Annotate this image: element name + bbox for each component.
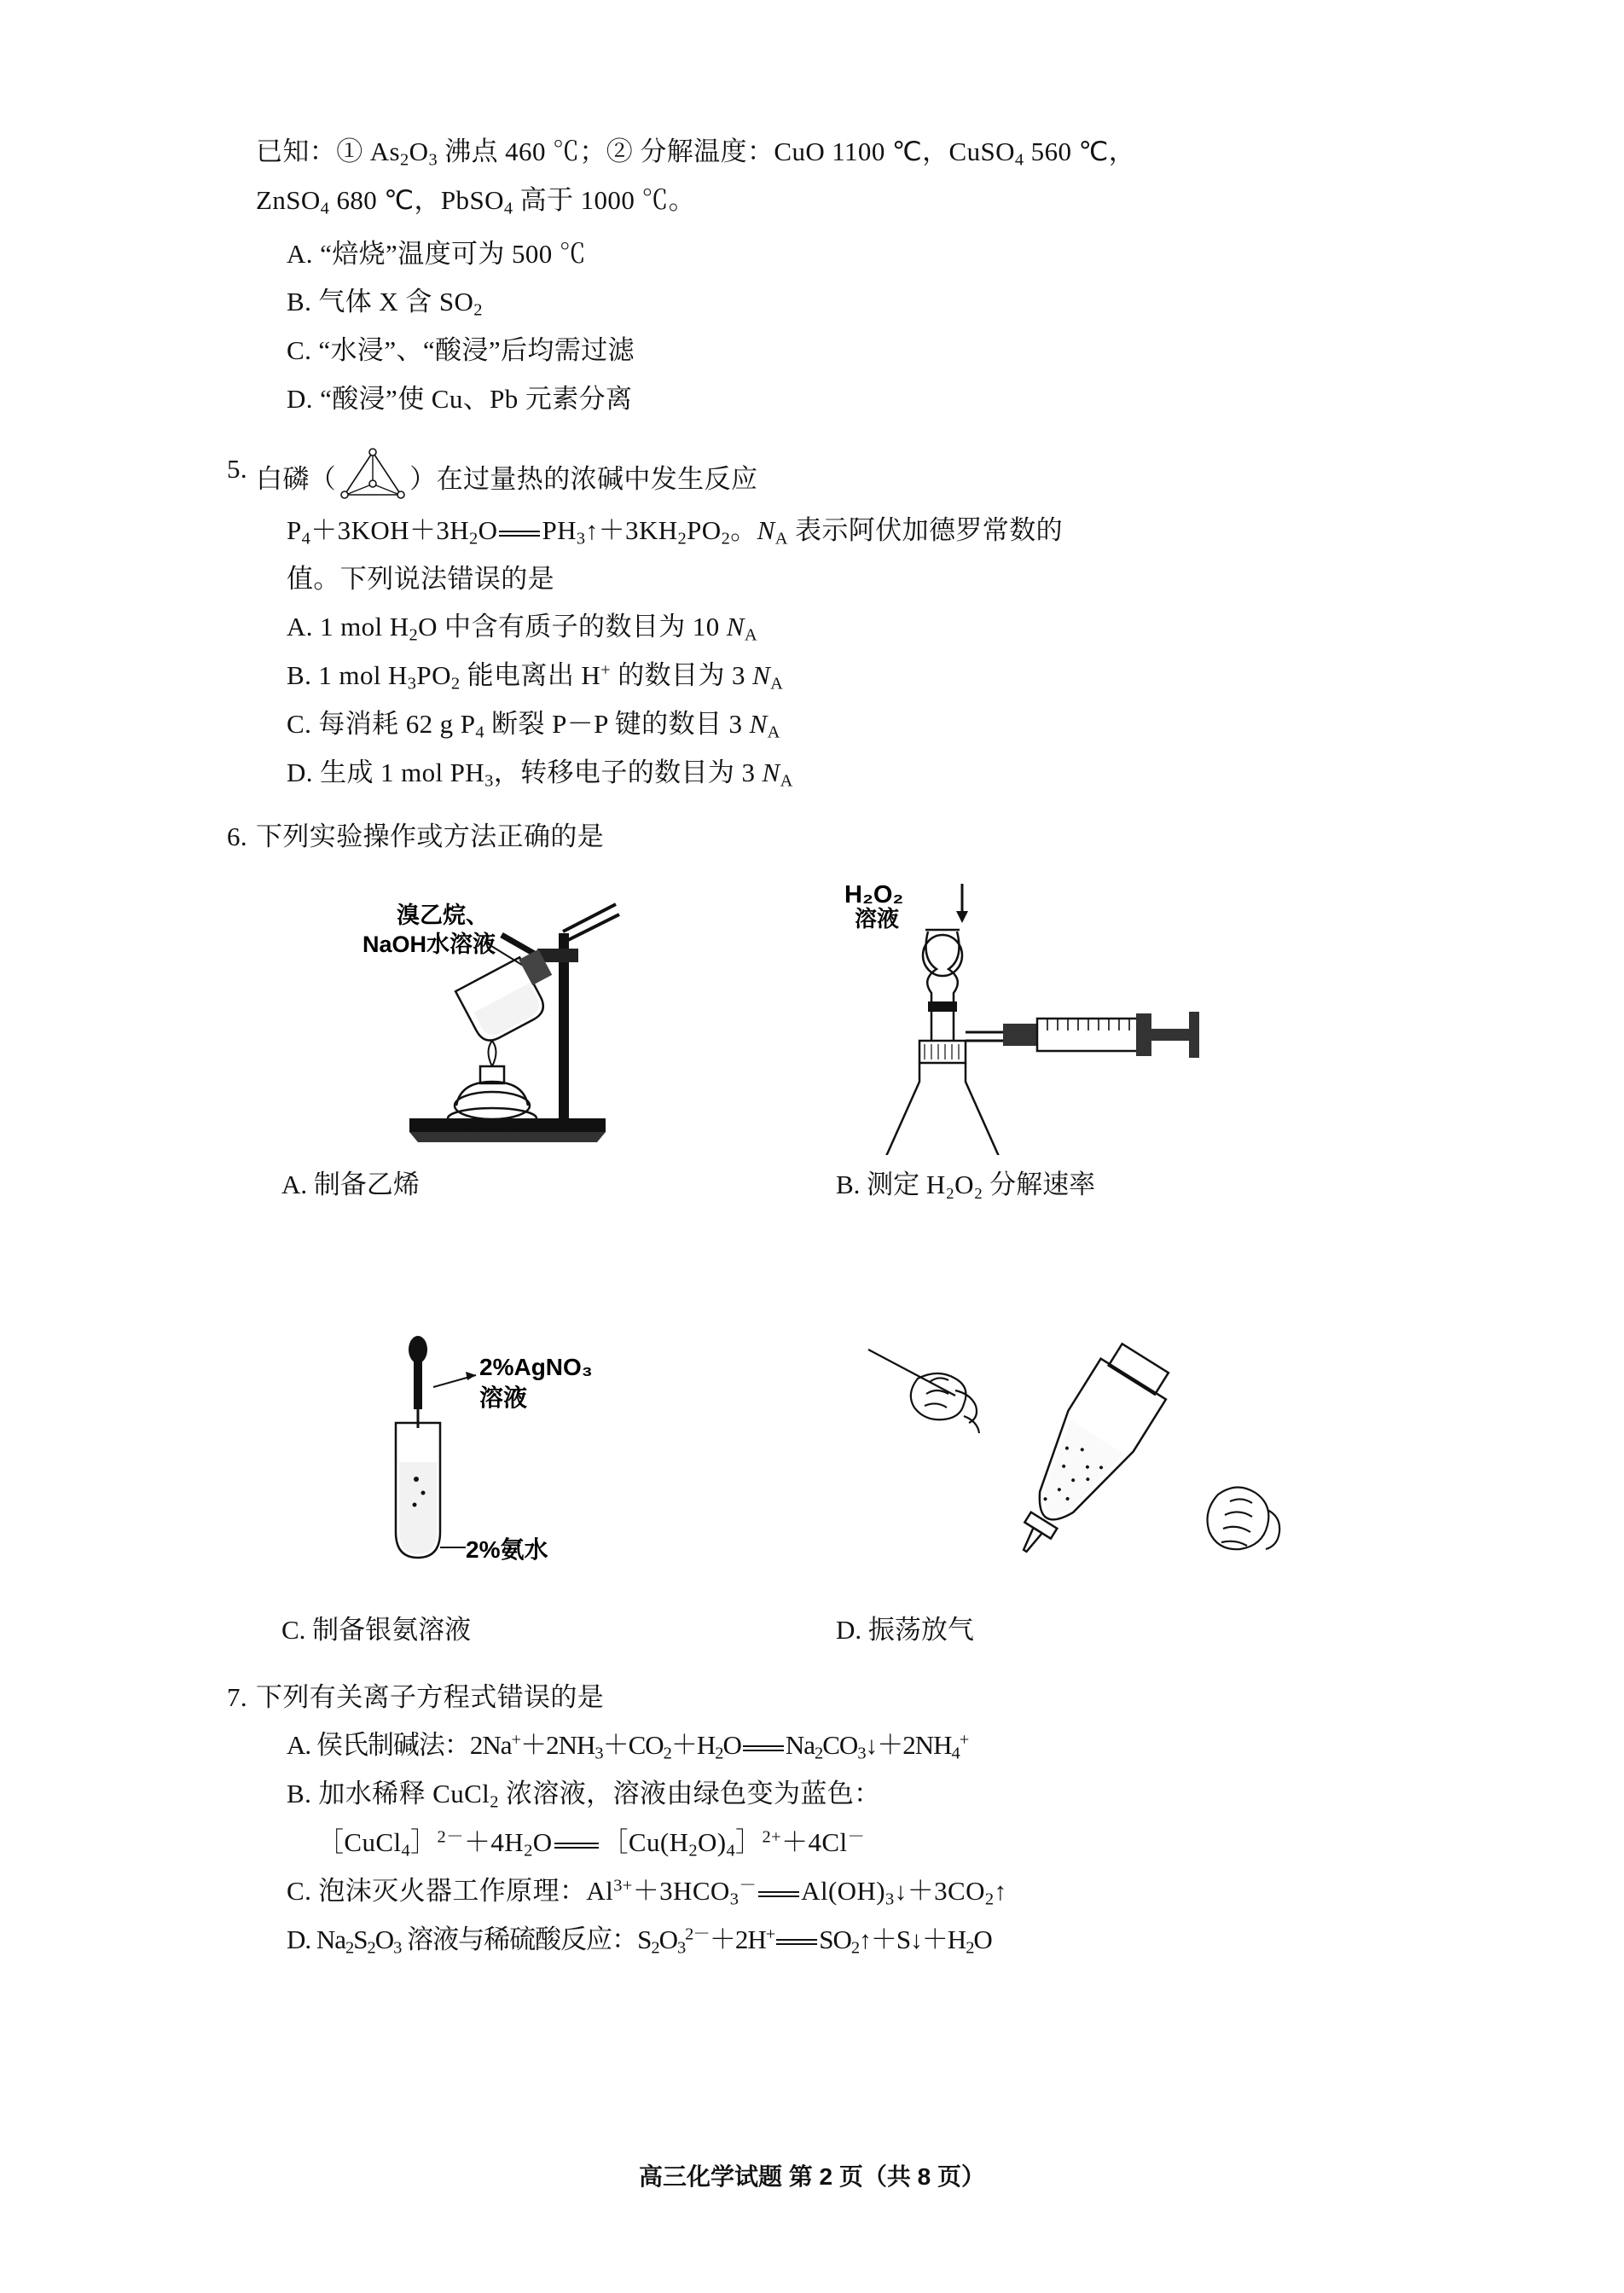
known-line-2: ZnSO$_4$ 680 ℃，PbSO$_4$ 高于 1000 ℃。 <box>256 184 696 218</box>
question-6 <box>226 813 1416 1657</box>
known-conditions <box>256 128 1416 225</box>
page-footer: 高三化学试题 第 2 页（共 8 页） <box>638 2163 986 2190</box>
q6-caption-d: D. 振荡放气 <box>836 1614 974 1645</box>
q7-stem <box>226 1674 1416 1721</box>
q4-option-c: C. “水浸”、“酸浸”后均需过滤 <box>287 335 635 366</box>
question-4-options <box>256 230 1416 423</box>
q6-figure-a <box>281 874 810 1201</box>
q6-figure-d <box>836 1334 1399 1646</box>
q7-option-c: C. 泡沫灭火器工作原理：$Al^{3+}+3HCO_3^-$ $Al(OH)_3↓+3CO_2↑$ <box>287 1875 1007 1909</box>
q6-figure-row-2 <box>256 1334 1416 1658</box>
q4-option-d: D. “酸浸”使 Cu、Pb 元素分离 <box>287 383 633 414</box>
question-5 <box>226 445 1416 798</box>
q7-stem-text: 下列有关离子方程式错误的是 <box>256 1681 605 1712</box>
q6-stem <box>226 813 1416 861</box>
q6-figure-row-1 <box>256 874 1416 1232</box>
q6-caption-c: C. 制备银氨溶液 <box>281 1614 472 1645</box>
shaking-separating-funnel-diagram <box>836 1334 1365 1590</box>
known-line-1: 已知：① $As_2O_3$ 沸点 460 ℃；② 分解温度：CuO 1100 ℃，CuSO$_4$ 560 ℃， <box>256 136 1136 170</box>
equals-arrow-icon <box>497 520 542 546</box>
q5-stem-post: ）在过量热的浓碱中发生反应 <box>409 464 758 495</box>
q7-option-b-equation: $[CuCl_4]^{2-}+4H_2O$ $[Cu(H_2O)_4]^{2+}+4Cl^-$ <box>317 1826 866 1861</box>
figure-a-label-line2: NaOH水溶液 <box>362 931 496 957</box>
reversible-arrow-icon <box>552 1831 601 1858</box>
q6-caption-a: A. 制备乙烯 <box>281 1169 420 1199</box>
q7-option-a: A. 侯氏制碱法：$2Na^++2NH_3+CO_2+H_2O$ $Na_2CO_3↓+2NH_4^+$ <box>287 1729 969 1763</box>
q5-option-a: A. 1 mol $H_2O$ 中含有质子的数目为 10 $N_A$ <box>287 612 758 646</box>
h2o2-decomposition-rate-apparatus-diagram <box>836 874 1365 1155</box>
q6-stem-text: 下列实验操作或方法正确的是 <box>256 821 605 852</box>
equals-arrow-icon-c <box>757 1880 801 1907</box>
q5-stem-line-2: 值。下列说法错误的是 <box>287 563 554 594</box>
page-content <box>226 128 1416 1970</box>
equals-arrow-icon-d <box>774 1929 819 1955</box>
white-phosphorus-tetrahedron-icon <box>336 445 409 507</box>
figure-c-label-agno3: 2%AgNO₃ <box>479 1353 593 1380</box>
figure-b-label-solution: 溶液 <box>855 905 900 932</box>
q5-stem-pre: 白磷（ <box>256 464 337 495</box>
q5-stem-line-1 <box>226 445 1416 507</box>
q5-number: 5. <box>226 454 247 485</box>
q5-option-c: C. 每消耗 62 g $P_4$ 断裂 P－P 键的数目 3 $N_A$ <box>287 709 780 742</box>
q5-equation: $P_4+3KOH+3H_2O$ $PH_3↑+3KH_2PO_2$。$N_A$ 表示阿伏加德罗常数的 <box>287 515 1064 549</box>
q6-caption-b: B. 测定 H₂O₂ 分解速率 <box>836 1169 1096 1199</box>
equals-arrow-icon-a <box>741 1734 786 1761</box>
figure-c-label-ammonia: 2%氨水 <box>466 1535 548 1563</box>
bromoethane-naoh-apparatus-diagram <box>281 874 793 1155</box>
q7-option-d: D. $Na_2S_2O_3$ 溶液与稀硫酸反应：$S_2O_3^{2-}+2H^+$ $SO_2↑+S↓+H_2O$ <box>287 1924 992 1958</box>
q4-option-b: B. 气体 X 含 $SO_2$ <box>287 287 483 320</box>
q6-figure-c <box>281 1334 810 1646</box>
q4-option-a: A. “焙烧”温度可为 500 ℃ <box>287 238 587 269</box>
q6-figure-b <box>836 874 1399 1201</box>
q5-option-d: D. 生成 1 mol $PH_3$，转移电子的数目为 3 $N_A$ <box>287 758 793 791</box>
figure-b-label-h2o2: H₂O₂ <box>844 880 904 908</box>
figure-a-label-line1: 溴乙烷、 <box>397 902 489 928</box>
question-7 <box>226 1674 1416 1965</box>
q7-number: 7. <box>226 1681 247 1712</box>
q5-option-b: B. 1 mol $H_3PO_2$ 能电离出 H+ 的数目为 3 $N_A$ <box>287 660 784 694</box>
q6-number: 6. <box>226 821 247 852</box>
silver-ammonia-preparation-diagram <box>281 1334 793 1590</box>
figure-c-label-solution: 溶液 <box>479 1384 528 1411</box>
q7-option-b: B. 加水稀释 CuCl$_2$ 浓溶液，溶液由绿色变为蓝色： <box>287 1778 881 1812</box>
